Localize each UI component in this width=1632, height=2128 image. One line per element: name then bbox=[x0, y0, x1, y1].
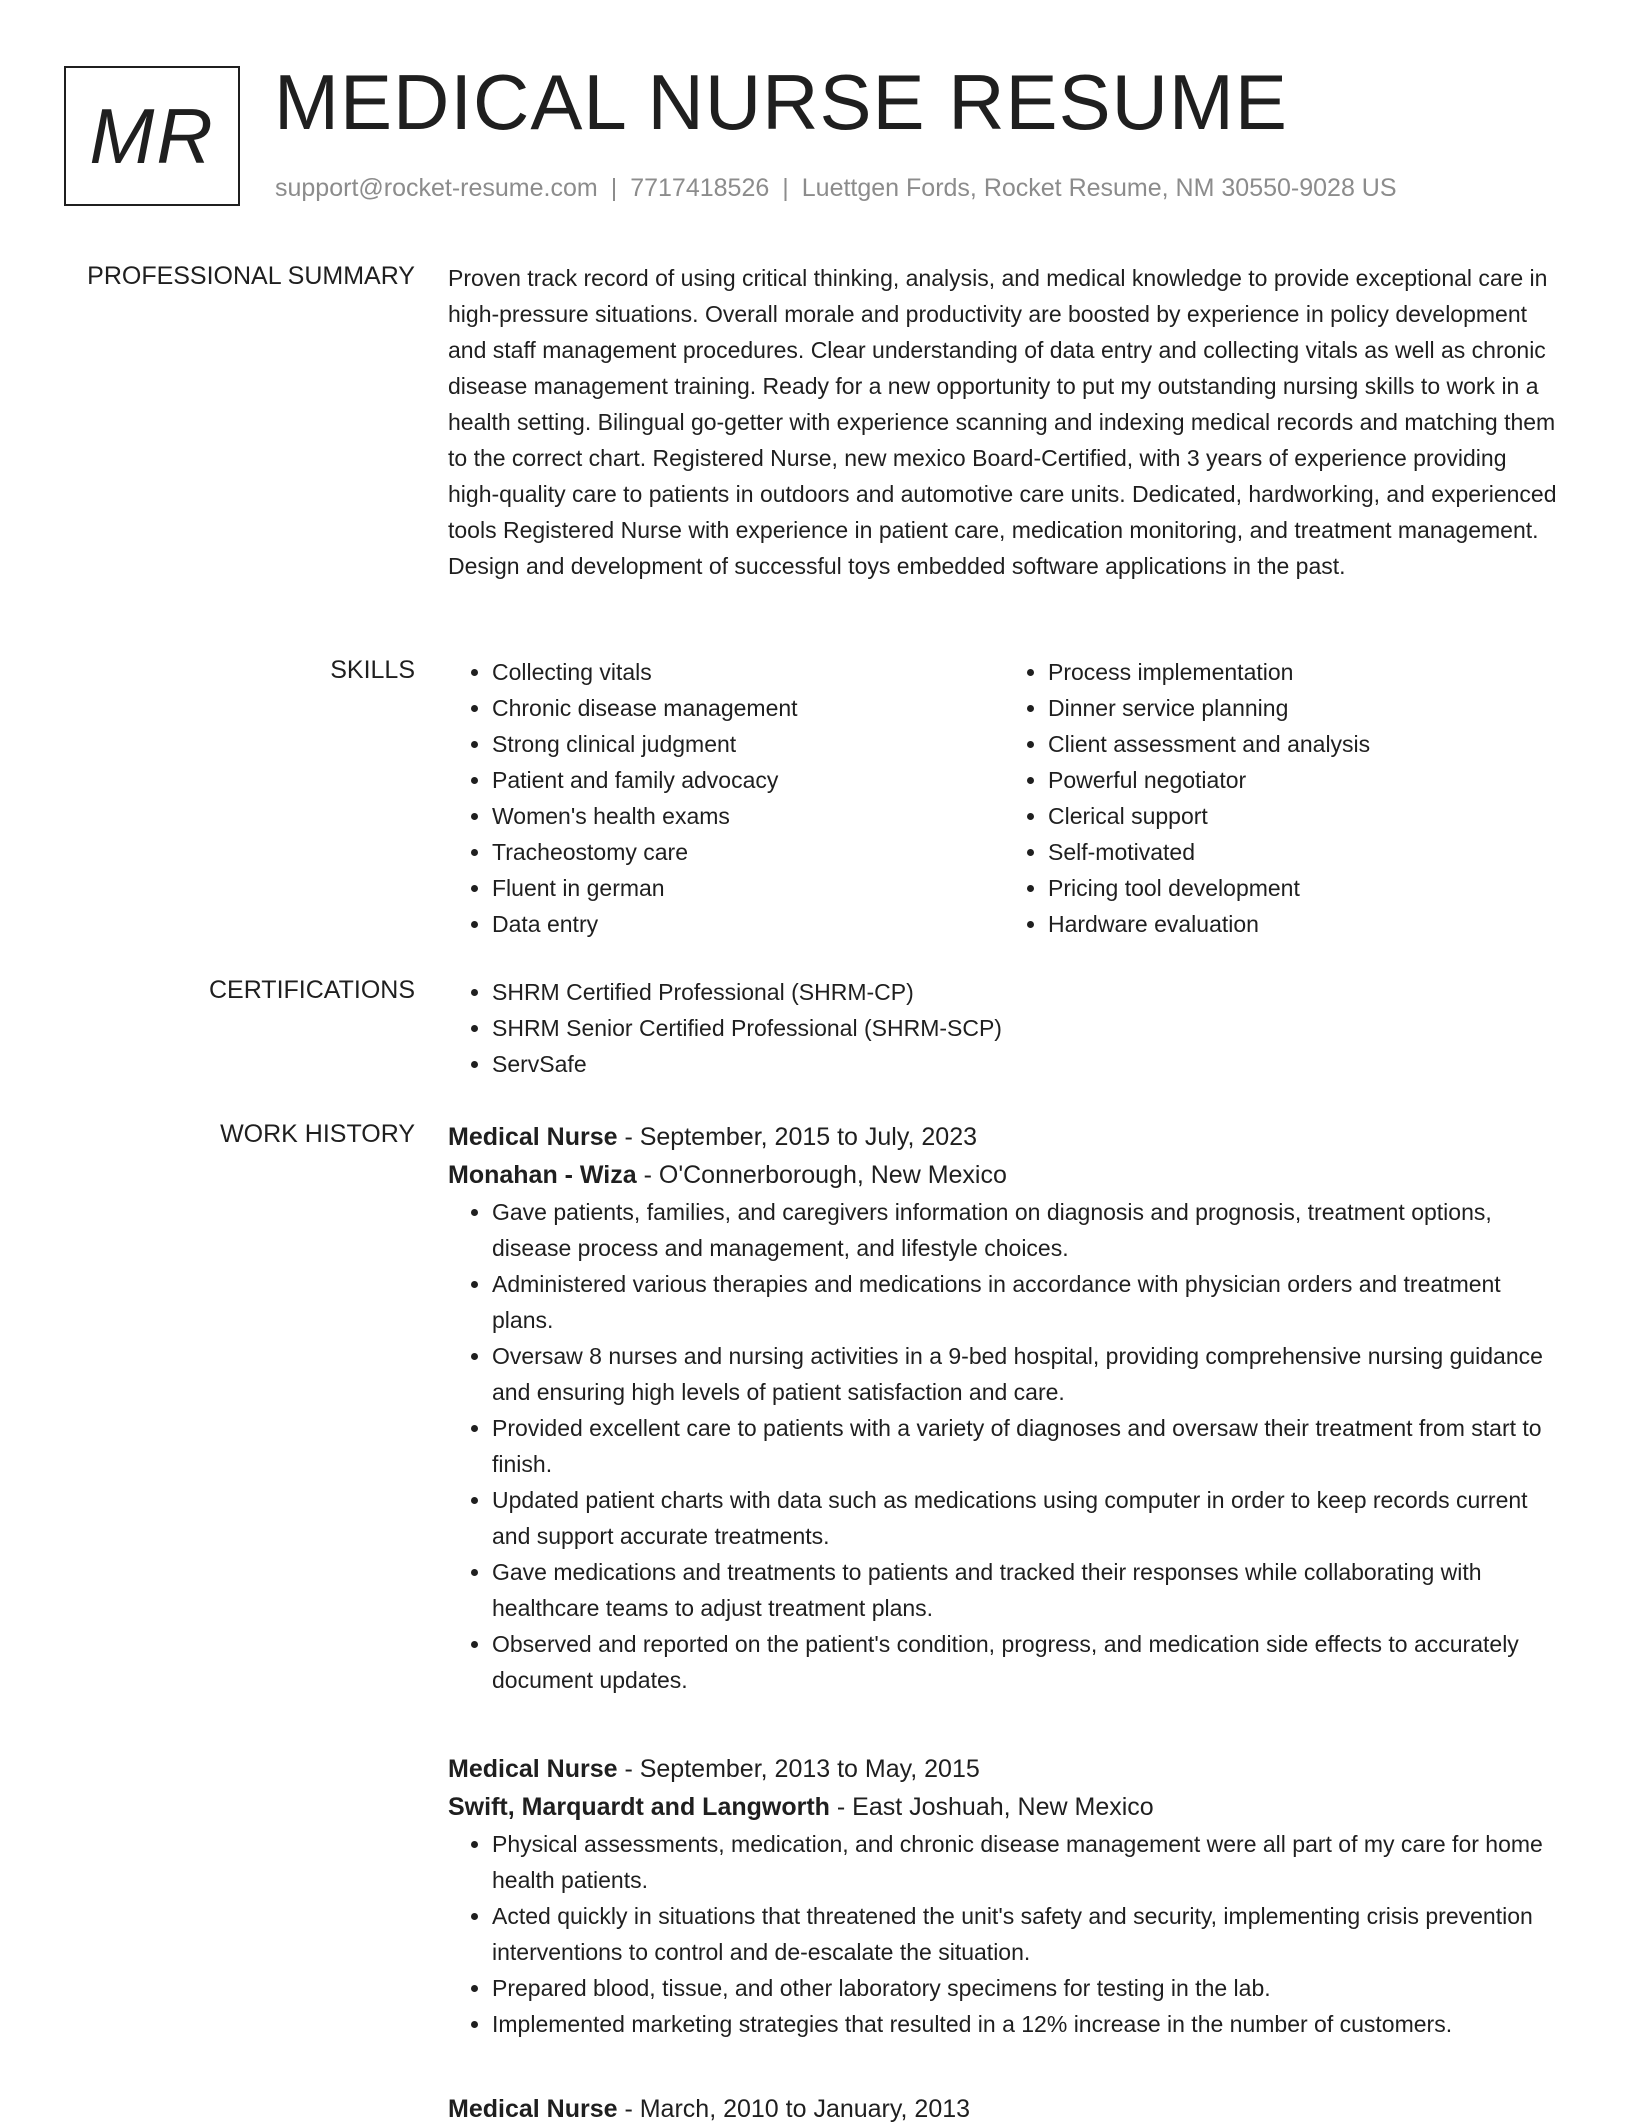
list-item: • Physical assessments, medication, and chronic disease management were all part of my care for home health patients. bbox=[492, 1826, 1560, 1898]
job-company-line bbox=[448, 1156, 1560, 1194]
job-location: - East Joshuah, New Mexico bbox=[829, 1793, 1154, 1821]
contact-address: Luettgen Fords, Rocket Resume, NM 30550-9028 US bbox=[801, 174, 1397, 202]
list-item: • Chronic disease management bbox=[492, 690, 1004, 726]
list-item: • Powerful negotiator bbox=[1048, 762, 1560, 798]
contact-email[interactable]: support@rocket-resume.com bbox=[275, 174, 598, 202]
list-item: • Acted quickly in situations that threatened the unit's safety and security, implementing crisis prevention interventions to control and de-escalate the situation. bbox=[492, 1898, 1560, 1970]
contact-line bbox=[275, 174, 1397, 203]
job-company: Monahan - Wiza bbox=[448, 1161, 637, 1189]
list-item: • Prepared blood, tissue, and other laboratory specimens for testing in the lab. bbox=[492, 1970, 1560, 2006]
list-item: • Observed and reported on the patient's condition, progress, and medication side effects to accurately document updates. bbox=[492, 1626, 1560, 1698]
work-history-heading: WORK HISTORY bbox=[220, 1120, 415, 1148]
job-title-line bbox=[448, 1750, 1560, 1788]
list-item: • Oversaw 8 nurses and nursing activities in a 9-bed hospital, providing comprehensive nursing guidance and ensuring high levels of patient satisfaction and care. bbox=[492, 1338, 1560, 1410]
certifications-list bbox=[448, 974, 1560, 1082]
job-title: Medical Nurse bbox=[448, 2095, 618, 2123]
job-company-line bbox=[448, 1788, 1560, 1826]
list-item: • Client assessment and analysis bbox=[1048, 726, 1560, 762]
list-item: • Dinner service planning bbox=[1048, 690, 1560, 726]
list-item: • Administered various therapies and medications in accordance with physician orders and treatment plans. bbox=[492, 1266, 1560, 1338]
job-dates: - March, 2010 to January, 2013 bbox=[617, 2095, 971, 2123]
skills-heading: SKILLS bbox=[330, 656, 415, 684]
job-entry bbox=[448, 1118, 1560, 1698]
list-item: • Women's health exams bbox=[492, 798, 1004, 834]
job-duties-list bbox=[448, 1826, 1560, 2042]
list-item: • ServSafe bbox=[492, 1046, 1560, 1082]
job-entry bbox=[448, 1750, 1560, 2042]
list-item: • Gave medications and treatments to patients and tracked their responses while collaborating with healthcare teams to adjust treatment plans. bbox=[492, 1554, 1560, 1626]
list-item: • Data entry bbox=[492, 906, 1004, 942]
list-item: • SHRM Senior Certified Professional (SHRM-SCP) bbox=[492, 1010, 1560, 1046]
page-title: MEDICAL NURSE RESUME bbox=[274, 58, 1288, 146]
list-item: • Collecting vitals bbox=[492, 654, 1004, 690]
job-title-line bbox=[448, 2090, 1560, 2128]
list-item: • Pricing tool development bbox=[1048, 870, 1560, 906]
list-item: • Self-motivated bbox=[1048, 834, 1560, 870]
job-title-line bbox=[448, 1118, 1560, 1156]
list-item: • Gave patients, families, and caregivers information on diagnosis and prognosis, treatment options, disease process and management, and lifestyle choices. bbox=[492, 1194, 1560, 1266]
list-item: • Patient and family advocacy bbox=[492, 762, 1004, 798]
skills-list-left bbox=[448, 654, 1004, 942]
list-item: • Updated patient charts with data such as medications using computer in order to keep records current and support accurate treatments. bbox=[492, 1482, 1560, 1554]
job-title: Medical Nurse bbox=[448, 1755, 618, 1783]
contact-phone[interactable]: 7717418526 bbox=[630, 174, 770, 202]
job-entry bbox=[448, 2090, 1560, 2128]
skills-list-right bbox=[1004, 654, 1560, 942]
monogram-logo bbox=[64, 66, 240, 206]
job-company: Swift, Marquardt and Langworth bbox=[448, 1793, 830, 1821]
monogram-initials: MR bbox=[89, 91, 215, 180]
summary-heading: PROFESSIONAL SUMMARY bbox=[87, 262, 415, 290]
list-item: • Provided excellent care to patients with a variety of diagnoses and oversaw their treatment from start to finish. bbox=[492, 1410, 1560, 1482]
job-title: Medical Nurse bbox=[448, 1123, 618, 1151]
job-location: - O'Connerborough, New Mexico bbox=[636, 1161, 1007, 1189]
certifications-heading: CERTIFICATIONS bbox=[208, 976, 415, 1004]
list-item: • Fluent in german bbox=[492, 870, 1004, 906]
list-item: • Process implementation bbox=[1048, 654, 1560, 690]
job-duties-list bbox=[448, 1194, 1560, 1698]
contact-separator: | bbox=[610, 174, 618, 202]
list-item: • SHRM Certified Professional (SHRM-CP) bbox=[492, 974, 1560, 1010]
contact-separator: | bbox=[782, 174, 789, 202]
list-item: • Implemented marketing strategies that resulted in a 12% increase in the number of customers. bbox=[492, 2006, 1560, 2042]
list-item: • Strong clinical judgment bbox=[492, 726, 1004, 762]
list-item: • Clerical support bbox=[1048, 798, 1560, 834]
job-dates: - September, 2015 to July, 2023 bbox=[617, 1123, 978, 1151]
job-dates: - September, 2013 to May, 2015 bbox=[617, 1755, 980, 1783]
list-item: • Tracheostomy care bbox=[492, 834, 1004, 870]
list-item: • Hardware evaluation bbox=[1048, 906, 1560, 942]
summary-text: Proven track record of using critical thinking, analysis, and medical knowledge to provide exceptional care in high-pressure situations. Overall morale and productivity are boosted by experience in policy development and staff management procedures. Clear understanding of data entry and collecting vitals as well as chronic disease management training. Ready for a new opportunity to put my outstanding nursing skills to work in a health setting. Bilingual go-getter with experience scanning and indexing medical records and matching them to the correct chart. Registered Nurse, new mexico Board-Certified, with 3 years of experience providing high-quality care to patients in outdoors and automotive care units. Dedicated, hardworking, and experienced tools Registered Nurse with experience in patient care, medication monitoring, and treatment management. Design and development of successful toys embedded software applications in the past. bbox=[448, 265, 1557, 579]
